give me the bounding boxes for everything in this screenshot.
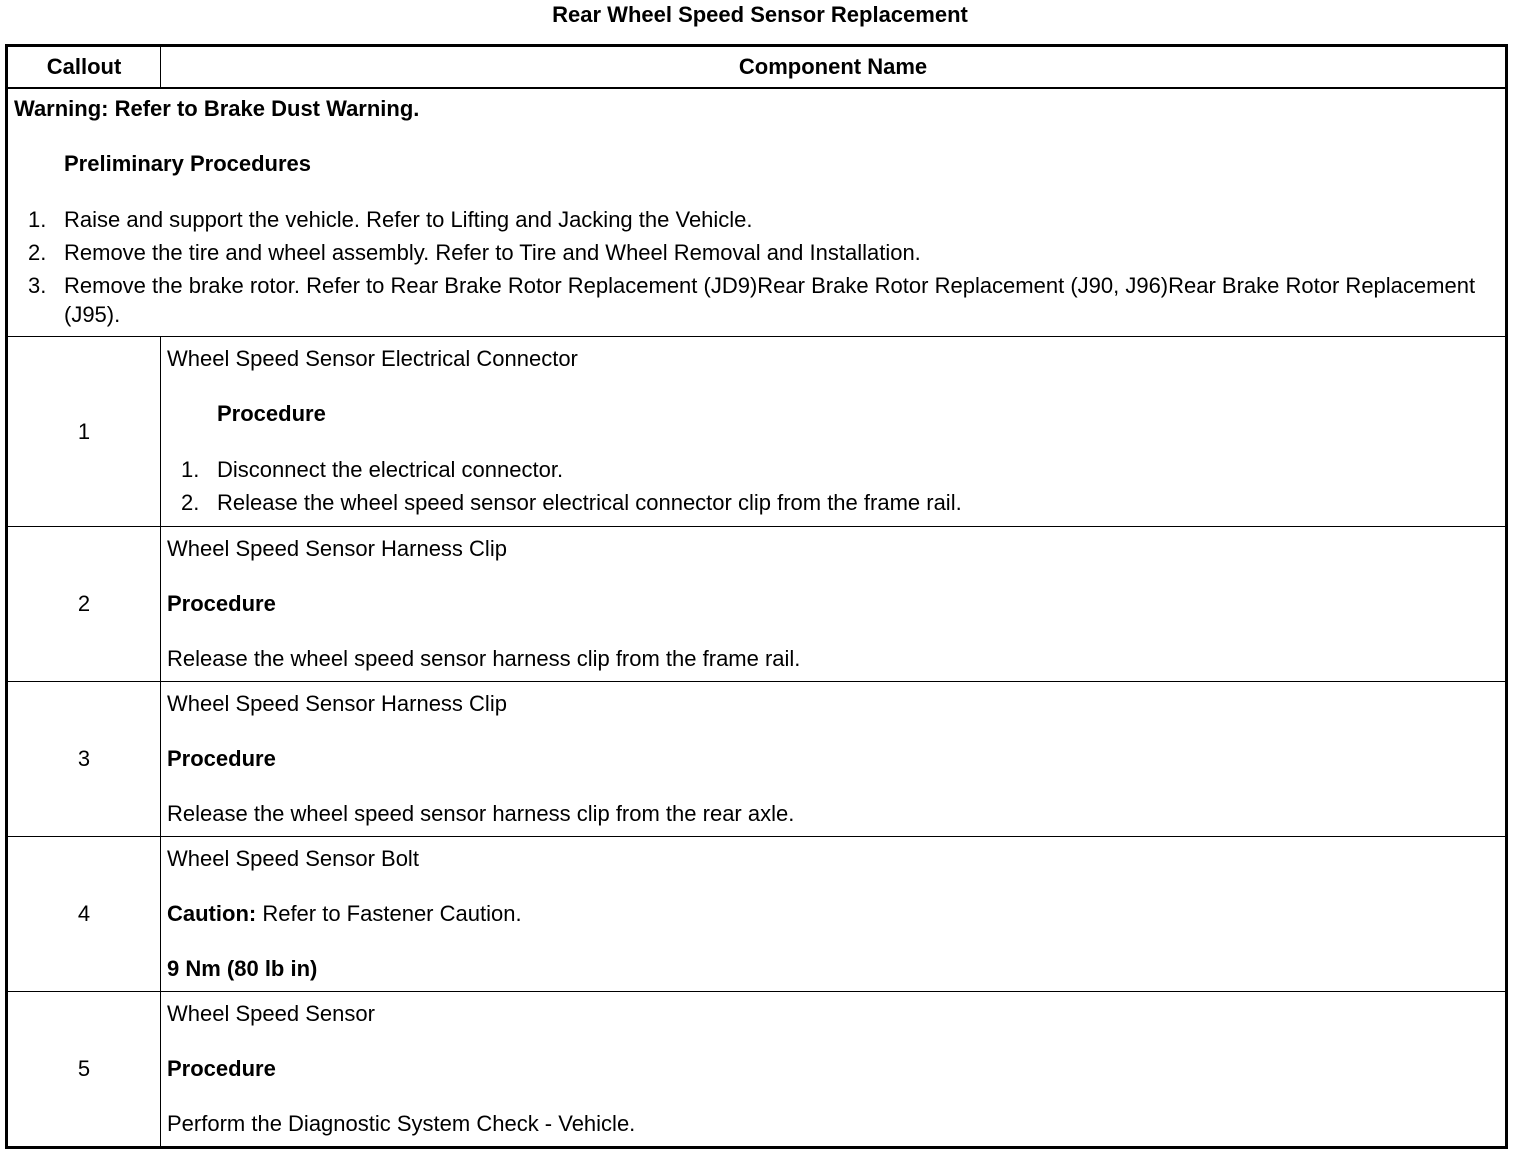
list-item: 3. Remove the brake rotor. Refer to Rear Brake Rotor Replacement (JD9)Rear Brake Rotor Replacement (J90, J96)Rear Brake Rotor Replacement (J95).: [28, 273, 1476, 327]
callout-number: 5: [7, 992, 161, 1148]
component-cell: [161, 837, 1507, 992]
table-row: [7, 992, 1507, 1148]
component-cell: [161, 527, 1507, 682]
list-item: 2. Release the wheel speed sensor electrical connector clip from the frame rail.: [181, 490, 962, 515]
preliminary-steps: [14, 205, 1499, 329]
caution-text: Refer to Fastener Caution.: [256, 901, 522, 926]
callout-number: 3: [7, 682, 161, 837]
procedure-heading: Procedure: [167, 591, 276, 616]
procedure-steps: [167, 455, 1499, 518]
list-item: 1. Raise and support the vehicle. Refer to Lifting and Jacking the Vehicle.: [28, 207, 753, 232]
component-cell: [161, 682, 1507, 837]
table-row: [7, 527, 1507, 682]
procedure-heading: Procedure: [167, 746, 276, 771]
callout-number: 1: [7, 337, 161, 527]
preliminary-heading: Preliminary Procedures: [64, 151, 312, 176]
table-row: [7, 337, 1507, 527]
procedure-text: Perform the Diagnostic System Check - Vehicle.: [167, 1111, 636, 1136]
procedure-heading: Procedure: [217, 401, 326, 426]
procedure-heading: Procedure: [167, 1056, 276, 1081]
header-component-name: Component Name: [161, 46, 1507, 89]
component-name: Wheel Speed Sensor Harness Clip: [167, 691, 507, 716]
table-row: [7, 682, 1507, 837]
component-name: Wheel Speed Sensor: [167, 1001, 375, 1026]
preliminary-row: [7, 88, 1507, 337]
procedure-text: Release the wheel speed sensor harness clip from the rear axle.: [167, 801, 795, 826]
procedure-text: Release the wheel speed sensor harness clip from the frame rail.: [167, 646, 801, 671]
table-row: [7, 837, 1507, 992]
preliminary-cell: [7, 88, 1507, 337]
table-header-row: [7, 46, 1507, 89]
warning-text: Warning: Refer to Brake Dust Warning.: [14, 96, 420, 121]
list-item: 2. Remove the tire and wheel assembly. Refer to Tire and Wheel Removal and Installation.: [28, 240, 921, 265]
procedure-table: [5, 44, 1508, 1149]
component-name: Wheel Speed Sensor Bolt: [167, 846, 419, 871]
callout-number: 4: [7, 837, 161, 992]
callout-number: 2: [7, 527, 161, 682]
component-cell: [161, 337, 1507, 527]
component-cell: [161, 992, 1507, 1148]
caution-line: [167, 900, 1499, 928]
header-callout: Callout: [7, 46, 161, 89]
component-name: Wheel Speed Sensor Harness Clip: [167, 536, 507, 561]
list-item: 1. Disconnect the electrical connector.: [181, 457, 564, 482]
caution-label: Caution:: [167, 901, 257, 926]
component-name: Wheel Speed Sensor Electrical Connector: [167, 346, 578, 371]
torque-spec: 9 Nm (80 lb in): [167, 956, 318, 981]
page-title: Rear Wheel Speed Sensor Replacement: [552, 2, 968, 27]
